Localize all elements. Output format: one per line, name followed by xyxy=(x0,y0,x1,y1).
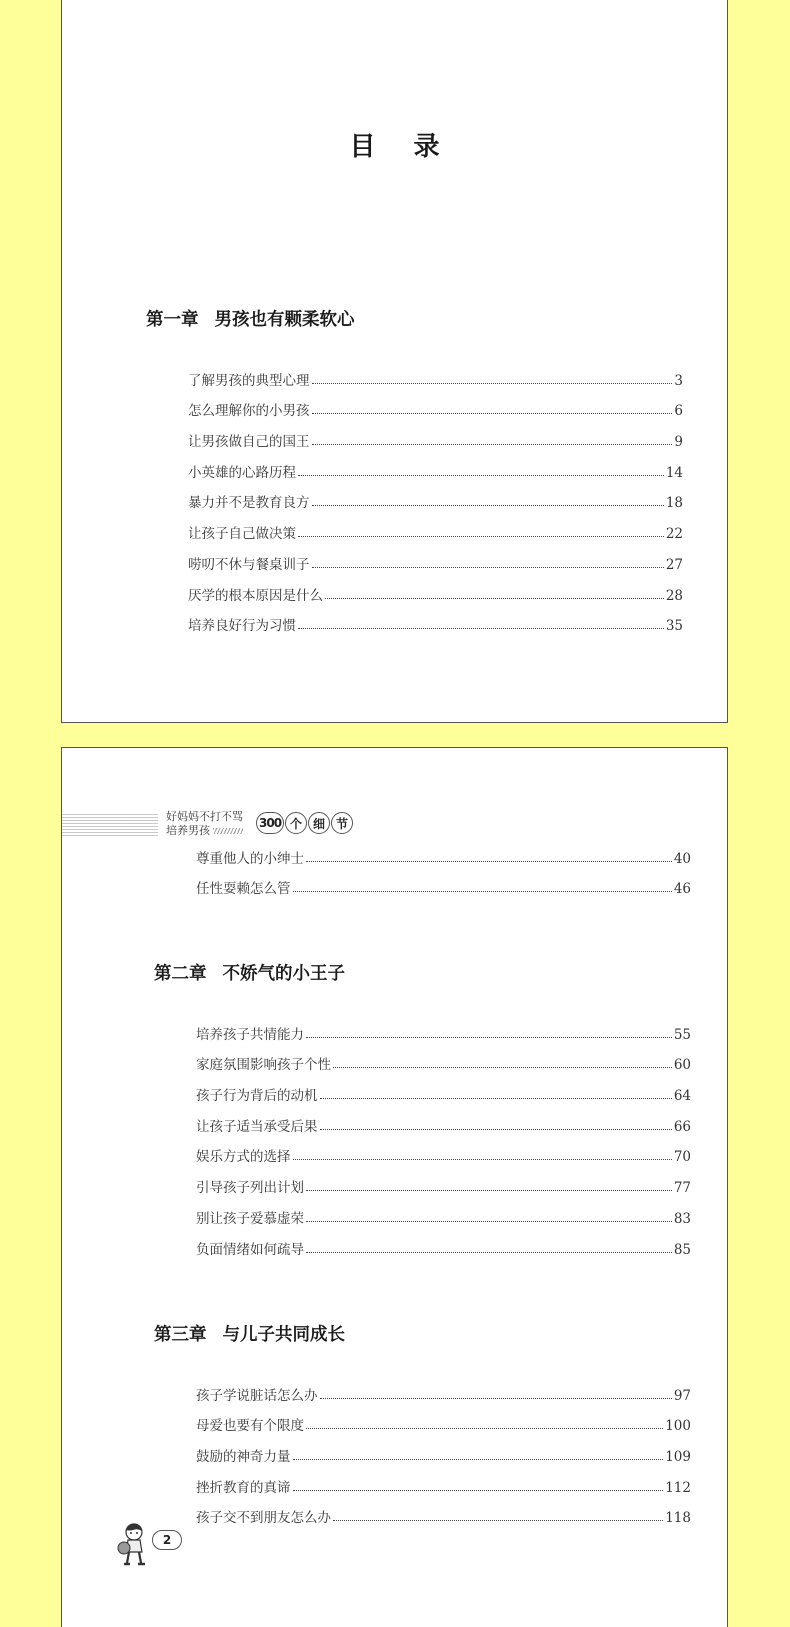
header-circle: 细 xyxy=(308,812,330,834)
toc-entry[interactable]: 怎么理解你的小男孩 6 xyxy=(188,403,683,420)
toc-page-1 xyxy=(61,0,728,723)
toc-entry[interactable]: 让孩子适当承受后果 66 xyxy=(196,1118,691,1135)
chapter-1-heading xyxy=(146,306,355,331)
header-circle: 300 xyxy=(256,812,284,834)
chapter-2-number: 第二章 xyxy=(154,964,207,984)
toc-entry[interactable]: 孩子行为背后的动机 64 xyxy=(196,1088,691,1105)
toc-entry[interactable]: 小英雄的心路历程 14 xyxy=(188,464,683,481)
chapter-1-title: 男孩也有颗柔软心 xyxy=(214,310,355,330)
chapter-3-entries xyxy=(196,1373,691,1526)
toc-entry[interactable]: 培养孩子共情能力 55 xyxy=(196,1026,691,1043)
chapter-2-entries xyxy=(196,1012,691,1258)
boy-with-ball-icon xyxy=(115,1522,151,1568)
header-decoration xyxy=(62,814,158,836)
chapter-3-title: 与儿子共同成长 xyxy=(222,1325,345,1345)
toc-title: 目录 xyxy=(349,132,478,162)
chapter-3-heading xyxy=(154,1321,345,1346)
toc-entry[interactable]: 引导孩子列出计划 77 xyxy=(196,1180,691,1197)
toc-entry[interactable]: 家庭氛围影响孩子个性 60 xyxy=(196,1057,691,1074)
toc-entry[interactable]: 娱乐方式的选择 70 xyxy=(196,1149,691,1166)
header-title-line2: 培养男孩 xyxy=(166,824,243,838)
page-number: 2 xyxy=(152,1530,182,1550)
toc-entry[interactable]: 挫折教育的真谛 112 xyxy=(196,1479,691,1496)
chapter-2-heading xyxy=(154,960,345,985)
toc-entry[interactable]: 母爱也要有个限度 100 xyxy=(196,1418,691,1435)
toc-entry[interactable]: 让男孩做自己的国王 9 xyxy=(188,434,683,451)
header-book-title xyxy=(166,810,243,838)
toc-entry[interactable]: 了解男孩的典型心理 3 xyxy=(188,372,683,389)
toc-entry[interactable]: 厌学的根本原因是什么 28 xyxy=(188,587,683,604)
toc-entry[interactable]: 培养良好行为习惯 35 xyxy=(188,618,683,635)
toc-entry[interactable]: 暴力并不是教育良方 18 xyxy=(188,495,683,512)
toc-entry[interactable]: 让孩子自己做决策 22 xyxy=(188,526,683,543)
toc-entry[interactable]: 唠叨不休与餐桌训子 27 xyxy=(188,556,683,573)
toc-entry[interactable]: 孩子学说脏话怎么办 97 xyxy=(196,1387,691,1404)
chapter-1-number: 第一章 xyxy=(146,310,199,330)
toc-entry[interactable]: 尊重他人的小绅士 40 xyxy=(196,850,691,867)
toc-entry[interactable]: 鼓励的神奇力量 109 xyxy=(196,1449,691,1466)
toc-page-2 xyxy=(61,747,728,1627)
toc-entry[interactable]: 任性耍赖怎么管 46 xyxy=(196,881,691,898)
header-title-line1: 好妈妈不打不骂 xyxy=(166,810,243,823)
chapter-1-entries xyxy=(188,358,683,634)
chapter-2-title: 不娇气的小王子 xyxy=(222,964,345,984)
header-300-details xyxy=(256,812,354,834)
toc-entry[interactable]: 孩子交不到朋友怎么办 118 xyxy=(196,1510,691,1527)
chapter-3-number: 第三章 xyxy=(154,1325,207,1345)
chapter-1-continued-entries xyxy=(196,836,691,897)
header-circle: 个 xyxy=(285,812,307,834)
header-circle: 节 xyxy=(331,812,353,834)
toc-entry[interactable]: 别让孩子爱慕虚荣 83 xyxy=(196,1210,691,1227)
toc-entry[interactable]: 负面情绪如何疏导 85 xyxy=(196,1241,691,1258)
